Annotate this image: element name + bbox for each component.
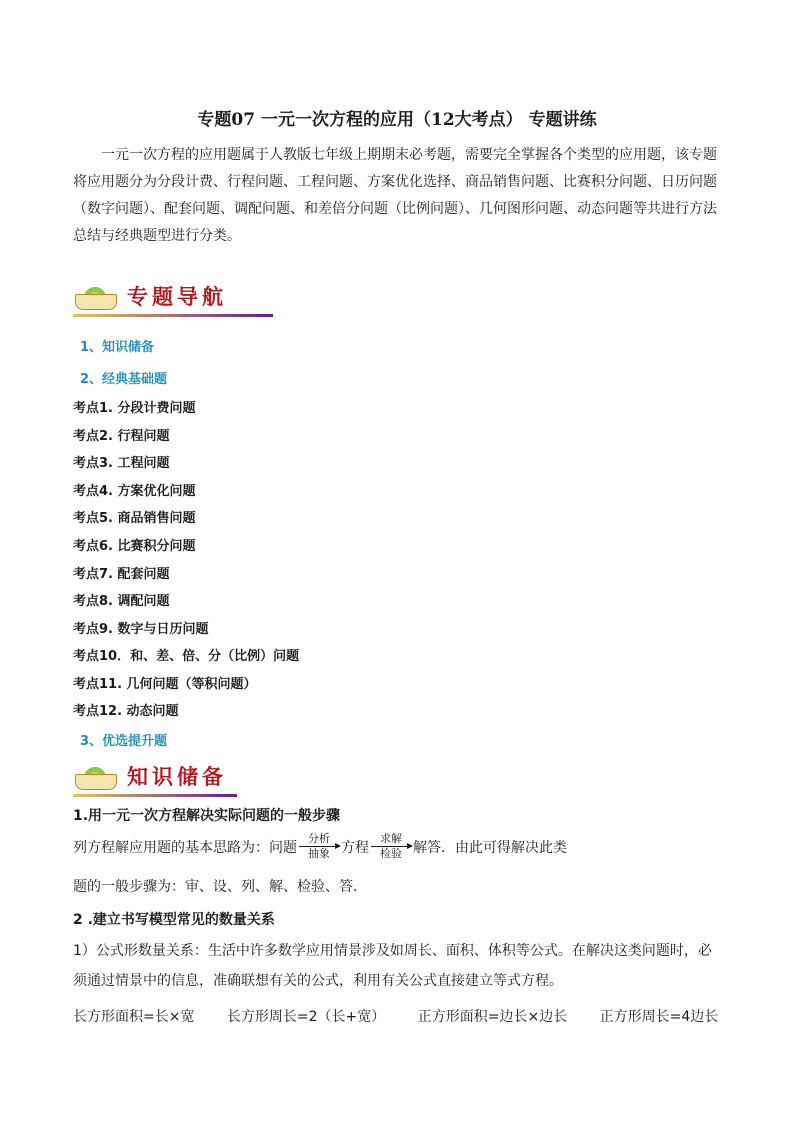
toc-heading-knowledge[interactable]: 1、知识储备 bbox=[80, 340, 155, 355]
right-arrow-icon bbox=[371, 846, 411, 847]
toc-item[interactable]: 考点5. 商品销售问题 bbox=[73, 511, 196, 526]
banner-underline bbox=[73, 314, 273, 317]
steps-suffix: 解答．由此可得解决此类 bbox=[413, 839, 567, 856]
banner-label: 专题导航 bbox=[127, 284, 227, 309]
toc-item[interactable]: 考点12. 动态问题 bbox=[73, 704, 179, 719]
steps-mid: 方程 bbox=[341, 839, 369, 856]
arrow-bottom-label: 抽象 bbox=[308, 847, 330, 860]
section-heading: 1.用一元一次方程解决实际问题的一般步骤 bbox=[73, 808, 341, 824]
arrow-solve bbox=[371, 833, 411, 860]
arrow-top-label: 分析 bbox=[308, 832, 330, 845]
formula-paragraph: 1）公式形数量关系：生活中许多数学应用情景涉及如周长、面积、体积等公式。在解决这类问题时，必须通过情景中的信息，准确联想有关的公式，利用有关公式直接建立等式方程。 bbox=[73, 943, 712, 989]
banner-label: 知识储备 bbox=[127, 764, 227, 789]
toc-item[interactable]: 考点9. 数字与日历问题 bbox=[73, 622, 209, 637]
section-heading: 2 .建立书写模型常见的数量关系 bbox=[73, 912, 275, 928]
formula-item: 长方形面积=长×宽 bbox=[73, 1009, 195, 1025]
formula-item: 正方形周长=4边长 bbox=[599, 1009, 719, 1025]
formula-item: 正方形面积=边长×边长 bbox=[417, 1009, 568, 1025]
toc-item[interactable]: 考点7. 配套问题 bbox=[73, 567, 170, 582]
arrow-analyze bbox=[299, 833, 339, 860]
toc-item[interactable]: 考点8. 调配问题 bbox=[73, 594, 170, 609]
banner-underline bbox=[73, 794, 237, 797]
toc-item[interactable]: 考点1. 分段计费问题 bbox=[73, 401, 196, 416]
open-book-icon bbox=[73, 762, 119, 792]
toc-item[interactable]: 考点3. 工程问题 bbox=[73, 456, 170, 471]
intro-paragraph: 一元一次方程的应用题属于人教版七年级上期期末必考题，需要完全掌握各个类型的应用题，该专题将应用题分为分段计费、行程问题、工程问题、方案优化选择、商品销售问题、比赛积分问题、日历问题（数字问题）、配套问题、调配问题、和差倍分问题（比例问题）、几何图形问题、动态问题等共进行方法总结与经典题型进行分类。 bbox=[73, 147, 717, 244]
toc-item[interactable]: 考点4. 方案优化问题 bbox=[73, 484, 196, 499]
toc-item[interactable]: 考点10．和、差、倍、分（比例）问题 bbox=[73, 649, 300, 664]
formula-row bbox=[73, 1006, 746, 1026]
toc-heading-advanced[interactable]: 3、优选提升题 bbox=[80, 734, 168, 749]
banner-topic-navigation bbox=[73, 282, 227, 312]
formula-item: 长方形周长=2（长+宽） bbox=[226, 1009, 386, 1025]
steps-line bbox=[73, 833, 567, 860]
toc-item[interactable]: 考点2. 行程问题 bbox=[73, 429, 170, 444]
arrow-bottom-label: 检验 bbox=[380, 847, 402, 860]
toc-heading-basic[interactable]: 2、经典基础题 bbox=[80, 372, 168, 387]
toc-item[interactable]: 考点6. 比赛积分问题 bbox=[73, 539, 196, 554]
open-book-icon bbox=[73, 282, 119, 312]
banner-knowledge bbox=[73, 762, 227, 792]
toc-item[interactable]: 考点11. 几何问题（等积问题） bbox=[73, 677, 257, 692]
steps-line-2: 题的一般步骤为：审、设、列、解、检验、答． bbox=[73, 879, 367, 895]
arrow-top-label: 求解 bbox=[380, 832, 402, 845]
page-title: 专题07 一元一次方程的应用（12大考点） 专题讲练 bbox=[197, 110, 597, 130]
steps-prefix: 列方程解应用题的基本思路为：问题 bbox=[73, 839, 297, 856]
right-arrow-icon bbox=[299, 846, 339, 847]
